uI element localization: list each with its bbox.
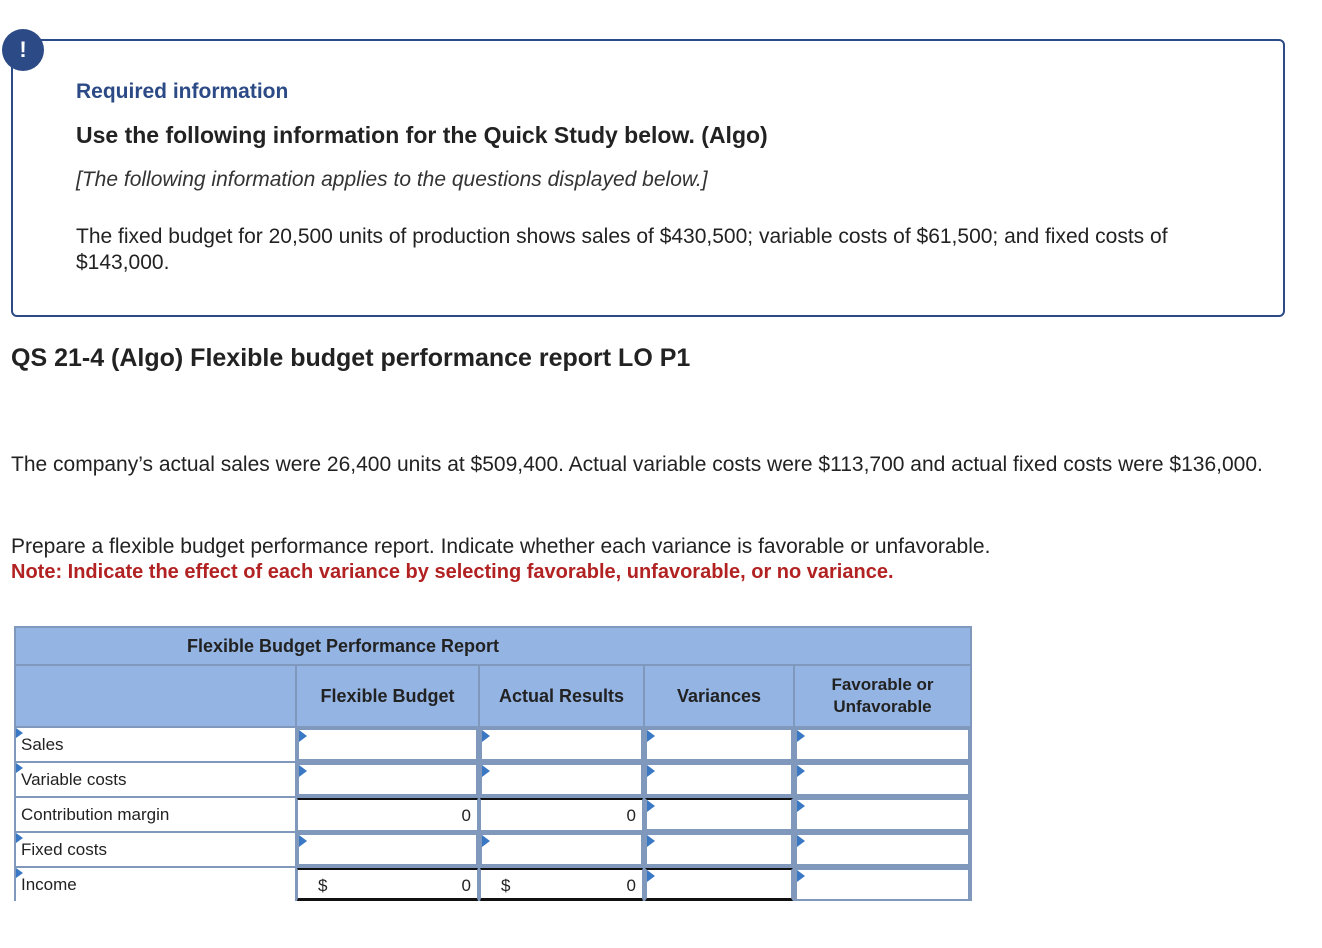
variable-costs-favorable-select[interactable] [795,763,970,796]
income-variance-input[interactable] [645,868,793,901]
note-text: Note: Indicate the effect of each variance by selecting favorable, unfavorable, or no variance. [11,561,894,583]
fixed-costs-flexible-budget-input[interactable] [297,833,478,866]
row-label-fixed-costs[interactable] [16,833,295,866]
header-label-column [16,666,295,726]
variable-costs-actual-results-input[interactable] [480,763,643,796]
currency-symbol: $ [501,876,511,895]
sales-flexible-budget-input[interactable] [297,728,478,761]
row-label-text: Income [21,874,77,894]
alert-icon-symbol: ! [19,37,27,62]
applies-note: [The following information applies to the questions displayed below.] [76,168,708,191]
header-actual-results: Actual Results [480,666,643,726]
input-marker-icon [16,763,23,773]
input-marker-icon [299,835,307,847]
input-marker-icon [482,765,490,777]
instructions-text: Prepare a flexible budget performance report. Indicate whether each variance is favorable or unfavorable. [11,535,991,558]
fixed-costs-favorable-select[interactable] [795,833,970,866]
dropdown-marker-icon [797,765,805,777]
cell-value: 0 [626,876,636,895]
actual-results-description: The company’s actual sales were 26,400 units at $509,400. Actual variable costs were $113,700 and actual fixed costs were $136,000. [11,453,1263,476]
header-flexible-budget: Flexible Budget [297,666,478,726]
header-favorable-unfavorable [795,666,970,726]
contribution-margin-favorable-select[interactable] [795,798,970,831]
dropdown-marker-icon [797,730,805,742]
question-title: QS 21-4 (Algo) Flexible budget performance report LO P1 [11,344,691,372]
input-marker-icon [299,765,307,777]
input-marker-icon [16,868,23,878]
row-label-contribution-margin [16,798,295,831]
currency-symbol: $ [318,876,328,895]
input-marker-icon [647,765,655,777]
contribution-margin-actual-results [480,798,643,831]
row-label-text: Contribution margin [21,804,170,824]
income-actual-results [480,868,643,901]
row-label-text: Sales [21,734,64,754]
row-label-variable-costs[interactable] [16,763,295,796]
dropdown-marker-icon [797,870,805,882]
dropdown-marker-icon [797,800,805,812]
input-marker-icon [647,730,655,742]
cell-value: 0 [626,806,636,825]
table-row-sales [16,728,970,761]
table-row-variable-costs [16,763,970,796]
table-row-contribution-margin [16,798,970,831]
input-marker-icon [16,728,23,738]
fixed-budget-description: The fixed budget for 20,500 units of production shows sales of $430,500; variable costs of $61,500; and fixed costs of $143,000. [76,225,1168,274]
variable-costs-variance-input[interactable] [645,763,793,796]
header-favorable-line1: Favorable or [831,675,934,694]
row-label-income[interactable] [16,868,295,901]
income-favorable-select[interactable] [795,868,970,901]
flexible-budget-report-table [14,626,972,901]
row-label-text: Fixed costs [21,839,107,859]
input-marker-icon [482,730,490,742]
variable-costs-flexible-budget-input[interactable] [297,763,478,796]
sales-actual-results-input[interactable] [480,728,643,761]
required-information-title: Required information [76,80,289,103]
input-marker-icon [647,870,655,882]
contribution-margin-variance-input[interactable] [645,798,793,831]
row-label-text: Variable costs [21,769,127,789]
table-row-income [16,868,970,901]
alert-icon [2,29,44,71]
income-flexible-budget [297,868,478,901]
cell-value: 0 [461,806,471,825]
input-marker-icon [299,730,307,742]
header-favorable-line2: Unfavorable [833,697,932,716]
cell-value: 0 [461,876,471,895]
row-label-sales[interactable] [16,728,295,761]
report-title: Flexible Budget Performance Report [16,628,970,664]
input-marker-icon [482,835,490,847]
table-row-fixed-costs [16,833,970,866]
input-marker-icon [16,833,23,843]
sales-favorable-select[interactable] [795,728,970,761]
fixed-costs-variance-input[interactable] [645,833,793,866]
input-marker-icon [647,835,655,847]
use-following-heading: Use the following information for the Quick Study below. (Algo) [76,122,768,148]
input-marker-icon [647,800,655,812]
contribution-margin-flexible-budget [297,798,478,831]
header-variances: Variances [645,666,793,726]
column-header-row [16,666,970,726]
sales-variance-input[interactable] [645,728,793,761]
dropdown-marker-icon [797,835,805,847]
fixed-costs-actual-results-input[interactable] [480,833,643,866]
